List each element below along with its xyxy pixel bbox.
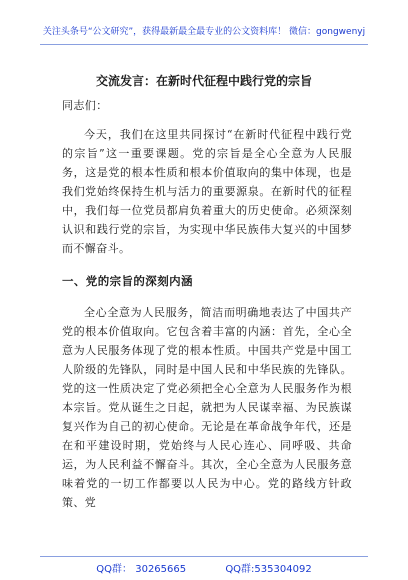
salutation: 同志们：: [62, 99, 108, 112]
document-body: [62, 96, 352, 512]
page-footer: [0, 560, 408, 575]
header-divider: [40, 44, 368, 45]
document-title: 交流发言：在新时代征程中践行党的宗旨: [95, 74, 312, 88]
intro-paragraph: 今天，我们在这里共同探讨“在新时代征程中践行党的宗旨”这一重要课题。党的宗旨是全心全意为人民服务，这是党的根本性质和根本价值取向的集中体现，也是我们党始终保持生机与活力的重要源泉。在新时代的征程中，我们每一位党员都肩负着重大的历史使命。必须深刻认识和践行党的宗旨，为实现中华民族伟大复兴的中国梦而不懈奋斗。: [62, 128, 352, 255]
page-header: [0, 0, 408, 46]
section-paragraph: 全心全意为人民服务，简洁而明确地表达了中国共产党的根本价值取向。它包含着丰富的内涵：首先，全心全意为人民服务体现了党的根本性质。中国共产党是中国工人阶级的先锋队，同时是中国人民和中华民族的先锋队。党的这一性质决定了党必须把全心全意为人民服务作为根本宗旨。党从诞生之日起，就把为人民谋幸福、为民族谋复兴作为自己的初心使命。无论是在革命战争年代，还是在和平建设时期，党始终与人民心连心、同呼吸、共命运，为人民利益不懈奋斗。其次，全心全意为人民服务意味着党的一切工作都要以人民为中心。党的路线方针政策、党: [62, 306, 352, 509]
footer-qq-group-1[interactable]: QQ群： 30265665: [96, 564, 187, 575]
footer-qq-group-2[interactable]: QQ群:535304092: [225, 564, 312, 575]
section-heading: 一、党的宗旨的深刻内涵: [62, 274, 193, 288]
footer-divider: [40, 556, 368, 557]
header-notice[interactable]: 关注头条号“公文研究”，获得最新最全最专业的公文资料库！ 微信：gongwenyj: [42, 27, 366, 37]
